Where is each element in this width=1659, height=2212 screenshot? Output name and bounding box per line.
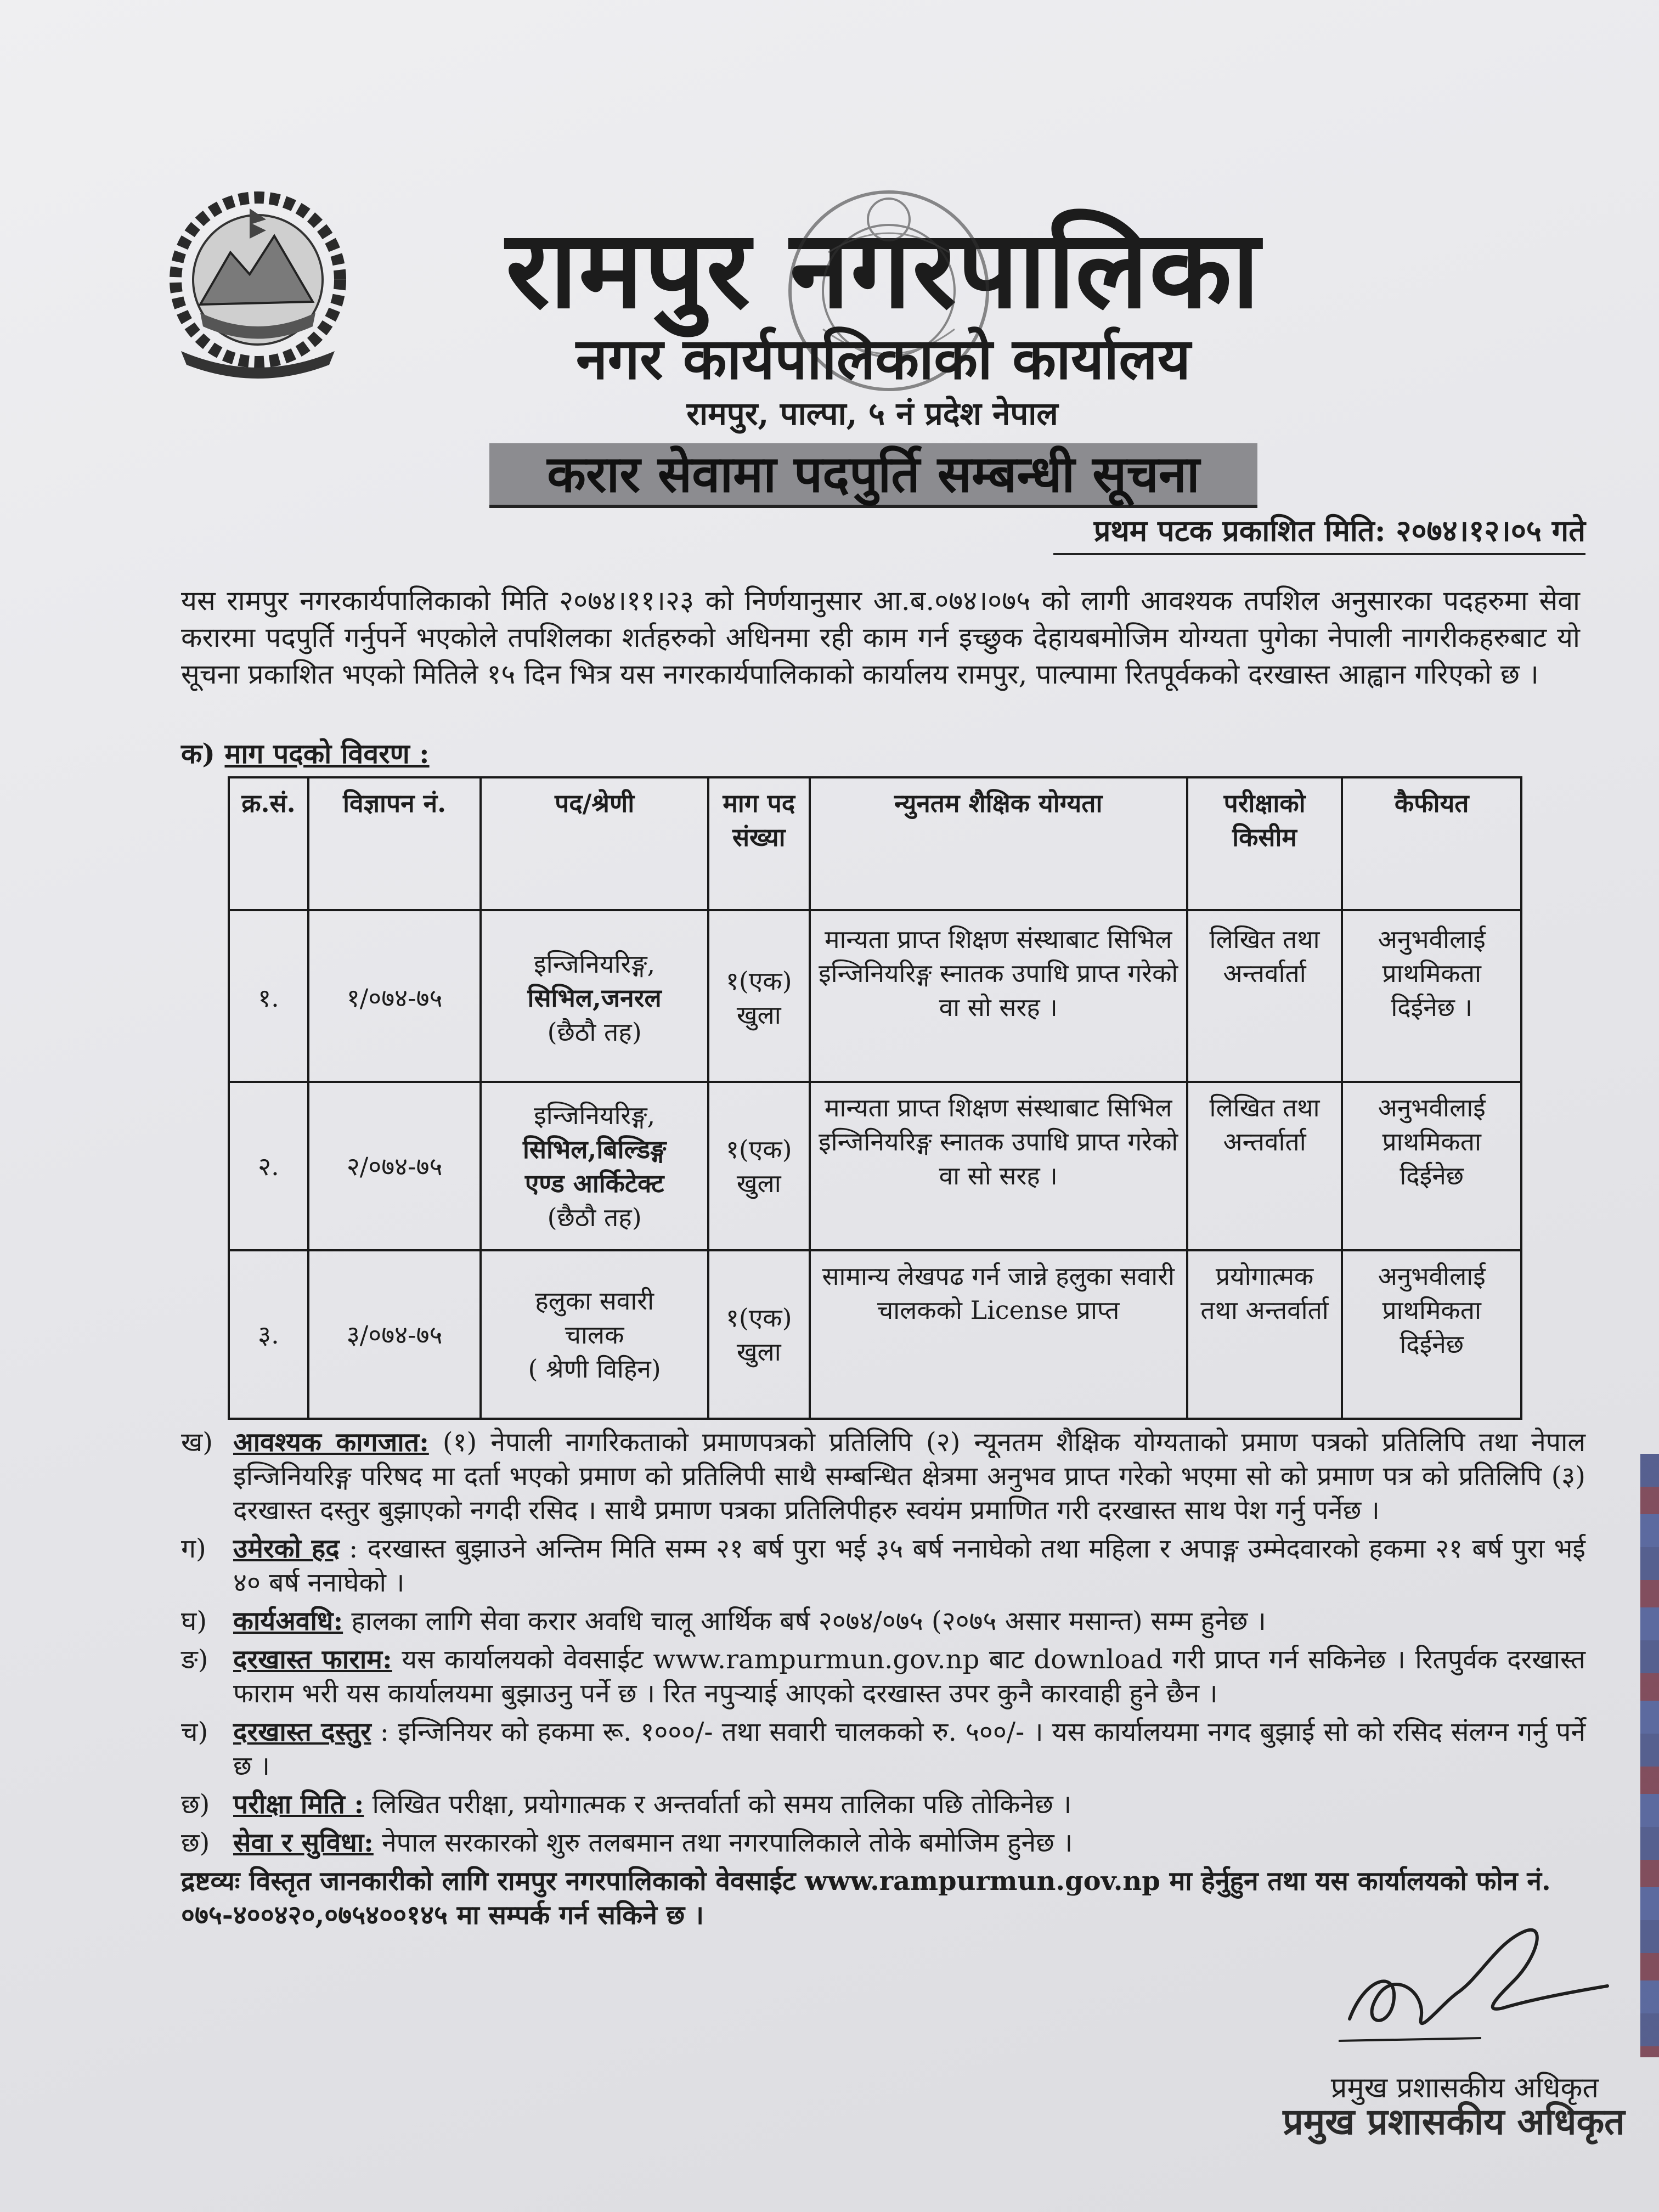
- header-qualification: न्युनतम शैक्षिक योग्यता: [810, 777, 1187, 910]
- cell-count: [708, 1082, 810, 1250]
- cell-post: [481, 1082, 708, 1250]
- note-body: [233, 1425, 1585, 1527]
- officer-stamp: प्रमुख प्रशासकीय अधिकृत: [1283, 2100, 1625, 2143]
- note-key: छ): [181, 1789, 210, 1820]
- cell-ad-no: ३/०७४-७५: [308, 1250, 481, 1419]
- note-key: घ): [181, 1606, 207, 1637]
- intro-paragraph: यस रामपुर नगरकार्यपालिकाको मिति २०७४।११।२३ को निर्णयानुसार आ.ब.०७४।०७५ को लागी आवश्यक तपशिल अनुसारका पदहरुमा सेवा करारमा पदपुर्ति गर्नुपर्ने भएकोले तपशिलका शर्तहरुको अधिनमा रही काम गर्न इच्छुक देहायबमोजिम योग्यता पुगेका नेपाली नागरीकहरुबाट यो सूचना प्रकाशित भएको मितिले १५ दिन भित्र यस नगरकार्यपालिकाको कार्यालय रामपुर, पाल्पामा रितपूर्वकको दरखास्त आह्वान गरिएको छ ।: [181, 585, 1580, 690]
- cell-ad-no: २/०७४-७५: [308, 1082, 481, 1250]
- office-address: रामपुर, पाल्पा, ५ नं प्रदेश नेपाल: [686, 395, 1058, 432]
- nepal-emblem-icon: [148, 176, 368, 384]
- note-body: [233, 1532, 1585, 1600]
- cell-qualification: मान्यता प्राप्त शिक्षण संस्थाबाट सिभिल इन्जिनियरिङ्ग स्नातक उपाधि प्राप्त गरेको वा सो सरह ।: [810, 1082, 1187, 1250]
- note-text: : इन्जिनियर को हकमा रू. १०००/- तथा सवारी चालकको रु. ५००/- । यस कार्यालयमा नगद बुझाई सो को रसिद संलग्न गर्नु पर्ने छ ।: [233, 1717, 1585, 1781]
- remark-label: द्रष्टव्यः: [181, 1866, 240, 1897]
- conditions-list: [181, 1425, 1585, 1932]
- cell-count: [708, 910, 810, 1082]
- post-line: सिभिल,जनरल: [527, 983, 662, 1013]
- post-line: सिभिल,बिल्डिङ्ग: [522, 1134, 667, 1164]
- note-body: [233, 1787, 1585, 1821]
- note-body: [233, 1643, 1585, 1711]
- cell-post: [481, 910, 708, 1082]
- note-text: हालका लागि सेवा करार अवधि चालू आर्थिक बर्ष २०७४/०७५ (२०७५ असार मसान्त) सम्म हुनेछ ।: [343, 1606, 1266, 1637]
- note-text: नेपाल सरकारको शुरु तलबमान तथा नगरपालिकाले तोके बमोजिम हुनेछ ।: [373, 1827, 1073, 1858]
- cell-sn: १.: [229, 910, 308, 1082]
- cell-exam: लिखित तथा अन्तर्वार्ता: [1187, 910, 1342, 1082]
- cell-ad-no: १/०७४-७५: [308, 910, 481, 1082]
- note-heading: परीक्षा मिति :: [233, 1789, 364, 1820]
- post-line: एण्ड आर्किटेक्ट: [524, 1168, 664, 1198]
- count-line: १(एक): [725, 1302, 792, 1333]
- note-text: लिखित परीक्षा, प्रयोगात्मक र अन्तर्वार्ता को समय तालिका पछि तोकिनेछ ।: [364, 1789, 1072, 1820]
- officer-title: प्रमुख प्रशासकीय अधिकृत: [1330, 2072, 1599, 2104]
- list-item: [181, 1532, 1585, 1600]
- post-line: इन्जिनियरिङ्ग,: [534, 1100, 656, 1130]
- section-a-label: माग पदको विवरण :: [224, 737, 430, 770]
- note-text: (१) नेपाली नागरिकताको प्रमाणपत्रको प्रतिलिपि (२) न्यूनतम शैक्षिक योग्यताको प्रमाण पत्रको प्रतिलिपि तथा नेपाल इन्जिनियरिङ्ग परिषद मा दर्ता भएको प्रमाण को प्रतिलिपी साथै सम्बन्धित क्षेत्रमा अनुभव प्राप्त गरेको भएमा सो को प्रमाण पत्र को प्रतिलिपि (३) दरखास्त दस्तुर बुझाएको नगदी रसिद । साथै प्रमाण पत्रका प्रतिलिपीहरु स्वयंम प्रमाणित गरी दरखास्त साथ पेश गर्नु पर्नेछ ।: [233, 1427, 1585, 1526]
- post-line: ( श्रेणी विहिन): [528, 1353, 661, 1384]
- cell-post: [481, 1250, 708, 1419]
- post-line: चालक: [565, 1319, 624, 1350]
- section-a-heading: [181, 734, 430, 771]
- note-key: ङ): [181, 1644, 208, 1675]
- count-line: खुला: [736, 1168, 781, 1198]
- note-key: च): [181, 1717, 208, 1747]
- cell-qualification: मान्यता प्राप्त शिक्षण संस्थाबाट सिभिल इन्जिनियरिङ्ग स्नातक उपाधि प्राप्त गरेको वा सो सरह ।: [810, 910, 1187, 1082]
- cell-sn: ३.: [229, 1250, 308, 1419]
- post-line: इन्जिनियरिङ्ग,: [534, 949, 656, 979]
- list-item: [181, 1604, 1585, 1638]
- cell-exam: लिखित तथा अन्तर्वार्ता: [1187, 1082, 1342, 1250]
- notice-heading: करार सेवामा पदपुर्ति सम्बन्धी सूचना: [489, 443, 1257, 508]
- count-line: १(एक): [725, 1134, 792, 1164]
- header-ad-no: विज्ञापन नं.: [308, 777, 481, 910]
- note-heading: दरखास्त दस्तुर: [233, 1717, 371, 1747]
- cell-remark: अनुभवीलाई प्राथमिकता दिईनेछ: [1342, 1082, 1521, 1250]
- table-row: [229, 910, 1521, 1082]
- note-key: छ): [181, 1827, 210, 1858]
- note-heading: उमेरको हद: [233, 1533, 340, 1564]
- handwritten-signature: [1317, 1909, 1613, 2063]
- office-subtitle: नगर कार्यपालिकाको कार्यालय: [575, 325, 1191, 392]
- cell-remark: अनुभवीलाई प्राथमिकता दिईनेछ: [1342, 1250, 1521, 1419]
- remark-text: विस्तृत जानकारीको लागि रामपुर नगरपालिकाको वेवसाईट www.rampurmun.gov.np मा हेर्नुहुन तथा यस कार्यालयको फोन नं. ०७५-४००४२०,०७५४००१४५ मा सम्पर्क गर्न सकिने छ ।: [181, 1866, 1551, 1931]
- note-text: : दरखास्त बुझाउने अन्तिम मिति सम्म २१ बर्ष पुरा भई ३५ बर्ष ननाघेको तथा महिला र अपाङ्ग उम्मेदवारको हकमा २१ बर्ष पुरा भई ४० बर्ष ननाघेको ।: [233, 1533, 1585, 1598]
- background-fabric: [1640, 1454, 1659, 2057]
- list-item: [181, 1643, 1585, 1711]
- note-key: ग): [181, 1533, 206, 1564]
- vacancy-table: [228, 776, 1522, 1420]
- table-row: [229, 1082, 1521, 1250]
- municipality-title: रामपुर नगरपालिका: [505, 206, 1261, 332]
- post-line: (छैठौ तह): [547, 1017, 642, 1047]
- note-heading: दरखास्त फाराम:: [233, 1644, 392, 1675]
- note-heading: कार्यअवधि:: [233, 1606, 343, 1637]
- cell-exam: प्रयोगात्मक तथा अन्तर्वार्ता: [1187, 1250, 1342, 1419]
- cell-remark: अनुभवीलाई प्राथमिकता दिईनेछ ।: [1342, 910, 1521, 1082]
- list-item: [181, 1826, 1585, 1860]
- count-line: खुला: [736, 1000, 781, 1030]
- cell-sn: २.: [229, 1082, 308, 1250]
- note-heading: सेवा र सुविधा:: [233, 1827, 374, 1858]
- header-sn: क्र.सं.: [229, 777, 308, 910]
- note-body: [233, 1604, 1585, 1638]
- table-header-row: [229, 777, 1521, 910]
- count-line: १(एक): [725, 966, 792, 996]
- published-date: प्रथम पटक प्रकाशित मिति: २०७४।१२।०५ गते: [1053, 509, 1585, 555]
- note-text: यस कार्यालयको वेवसाईट www.rampurmun.gov.np बाट download गरी प्राप्त गर्न सकिनेछ । रितपुर्वक दरखास्त फाराम भरी यस कार्यालयमा बुझाउनु पर्ने छ । रित नपुर्‍याई आएको दरखास्त उपर कुनै कारवाही हुने छैन ।: [233, 1644, 1585, 1709]
- note-body: [233, 1826, 1585, 1860]
- list-item: [181, 1787, 1585, 1821]
- header-count: माग पद संख्या: [708, 777, 810, 910]
- count-line: खुला: [736, 1336, 781, 1367]
- note-body: [233, 1715, 1585, 1783]
- note-heading: आवश्यक कागजात:: [233, 1427, 429, 1458]
- section-a-key: क): [181, 737, 216, 770]
- cell-count: [708, 1250, 810, 1419]
- header-post: पद/श्रेणी: [481, 777, 708, 910]
- post-line: हलुका सवारी: [535, 1285, 654, 1316]
- cell-qualification: सामान्य लेखपढ गर्न जान्ने हलुका सवारी चालकको License प्राप्त: [810, 1250, 1187, 1419]
- post-line: (छैठौ तह): [547, 1202, 642, 1232]
- list-item: [181, 1715, 1585, 1783]
- list-item: [181, 1425, 1585, 1527]
- table-row: [229, 1250, 1521, 1419]
- header-exam: परीक्षाको किसीम: [1187, 777, 1342, 910]
- note-key: ख): [181, 1427, 213, 1458]
- header-remark: कैफीयत: [1342, 777, 1521, 910]
